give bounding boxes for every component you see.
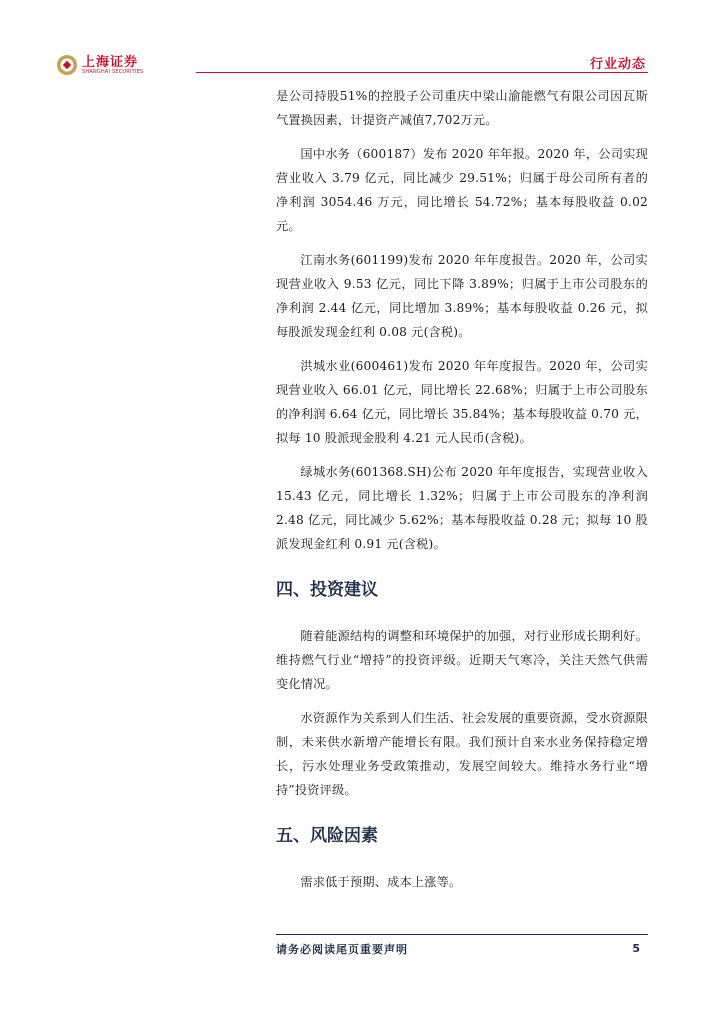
main-content xyxy=(276,84,648,904)
logo-chinese-name: 上海证券 xyxy=(82,54,139,70)
paragraph-guozhong-water: 国中水务（600187）发布 2020 年年报。2020 年，公司实现营业收入 3.79 亿元，同比减少 29.51%；归属于母公司所有者的净利润 3054.46 万元，同比增长 54.72%；基本每股收益 0.02 元。 xyxy=(276,147,648,233)
footer-disclaimer: 请务必阅读尾页重要声明 xyxy=(276,943,408,956)
section-title-investment-advice: 四、投资建议 xyxy=(276,580,378,600)
paragraph-jiangnan-water: 江南水务(601199)发布 2020 年年度报告。2020 年，公司实现营业收入 9.53 亿元，同比下降 3.89%；归属于上市公司股东的净利润 2.44 亿元，同比增加 3.89%；基本每股收益 0.26 元，拟每股派发现金红利 0.08 元(含税)。 xyxy=(276,253,648,339)
logo-emblem-icon xyxy=(56,54,78,76)
paragraph-hongcheng-water: 洪城水业(600461)发布 2020 年年度报告。2020 年，公司实现营业收入 66.01 亿元，同比增长 22.68%；归属于上市公司股东的净利润 6.64 亿元，同比增长 35.84%；基本每股收益 0.70 元，拟每 10 股派现金股利 4.21 元人民币(含税)。 xyxy=(276,359,648,445)
paragraph-continued: 是公司持股51%的控股子公司重庆中梁山渝能燃气有限公司因瓦斯气置换因素，计提资产减值7,702万元。 xyxy=(276,89,648,127)
page-footer xyxy=(276,934,648,957)
section-title-risk-factors: 五、风险因素 xyxy=(276,826,378,846)
page-header xyxy=(56,50,648,80)
report-category-label: 行业动态 xyxy=(589,57,646,72)
header-divider xyxy=(196,72,648,73)
paragraph-lvcheng-water: 绿城水务(601368.SH)公布 2020 年年度报告，实现营业收入 15.43 亿元，同比增长 1.32%；归属于上市公司股东的净利润 2.48 亿元，同比减少 5.62%；基本每股收益 0.28 元；拟每 10 股派发现金红利 0.91 元(含税)。 xyxy=(276,465,648,551)
logo-english-name: SHANGHAI SECURITIES xyxy=(82,68,144,75)
paragraph-gas-rating: 随着能源结构的调整和环境保护的加强，对行业形成长期利好。维持燃气行业“增持”的投资评级。近期天气寒冷，关注天然气供需变化情况。 xyxy=(276,629,648,691)
paragraph-risks: 需求低于预期、成本上涨等。 xyxy=(300,875,462,889)
page-number: 5 xyxy=(632,942,640,955)
paragraph-water-rating: 水资源作为关系到人们生活、社会发展的重要资源，受水资源限制，未来供水新增产能增长有限。我们预计自来水业务保持稳定增长，污水处理业务受政策推动，发展空间较大。维持水务行业“增持”投资评级。 xyxy=(276,711,648,797)
company-logo xyxy=(56,50,143,80)
footer-divider xyxy=(276,934,648,935)
